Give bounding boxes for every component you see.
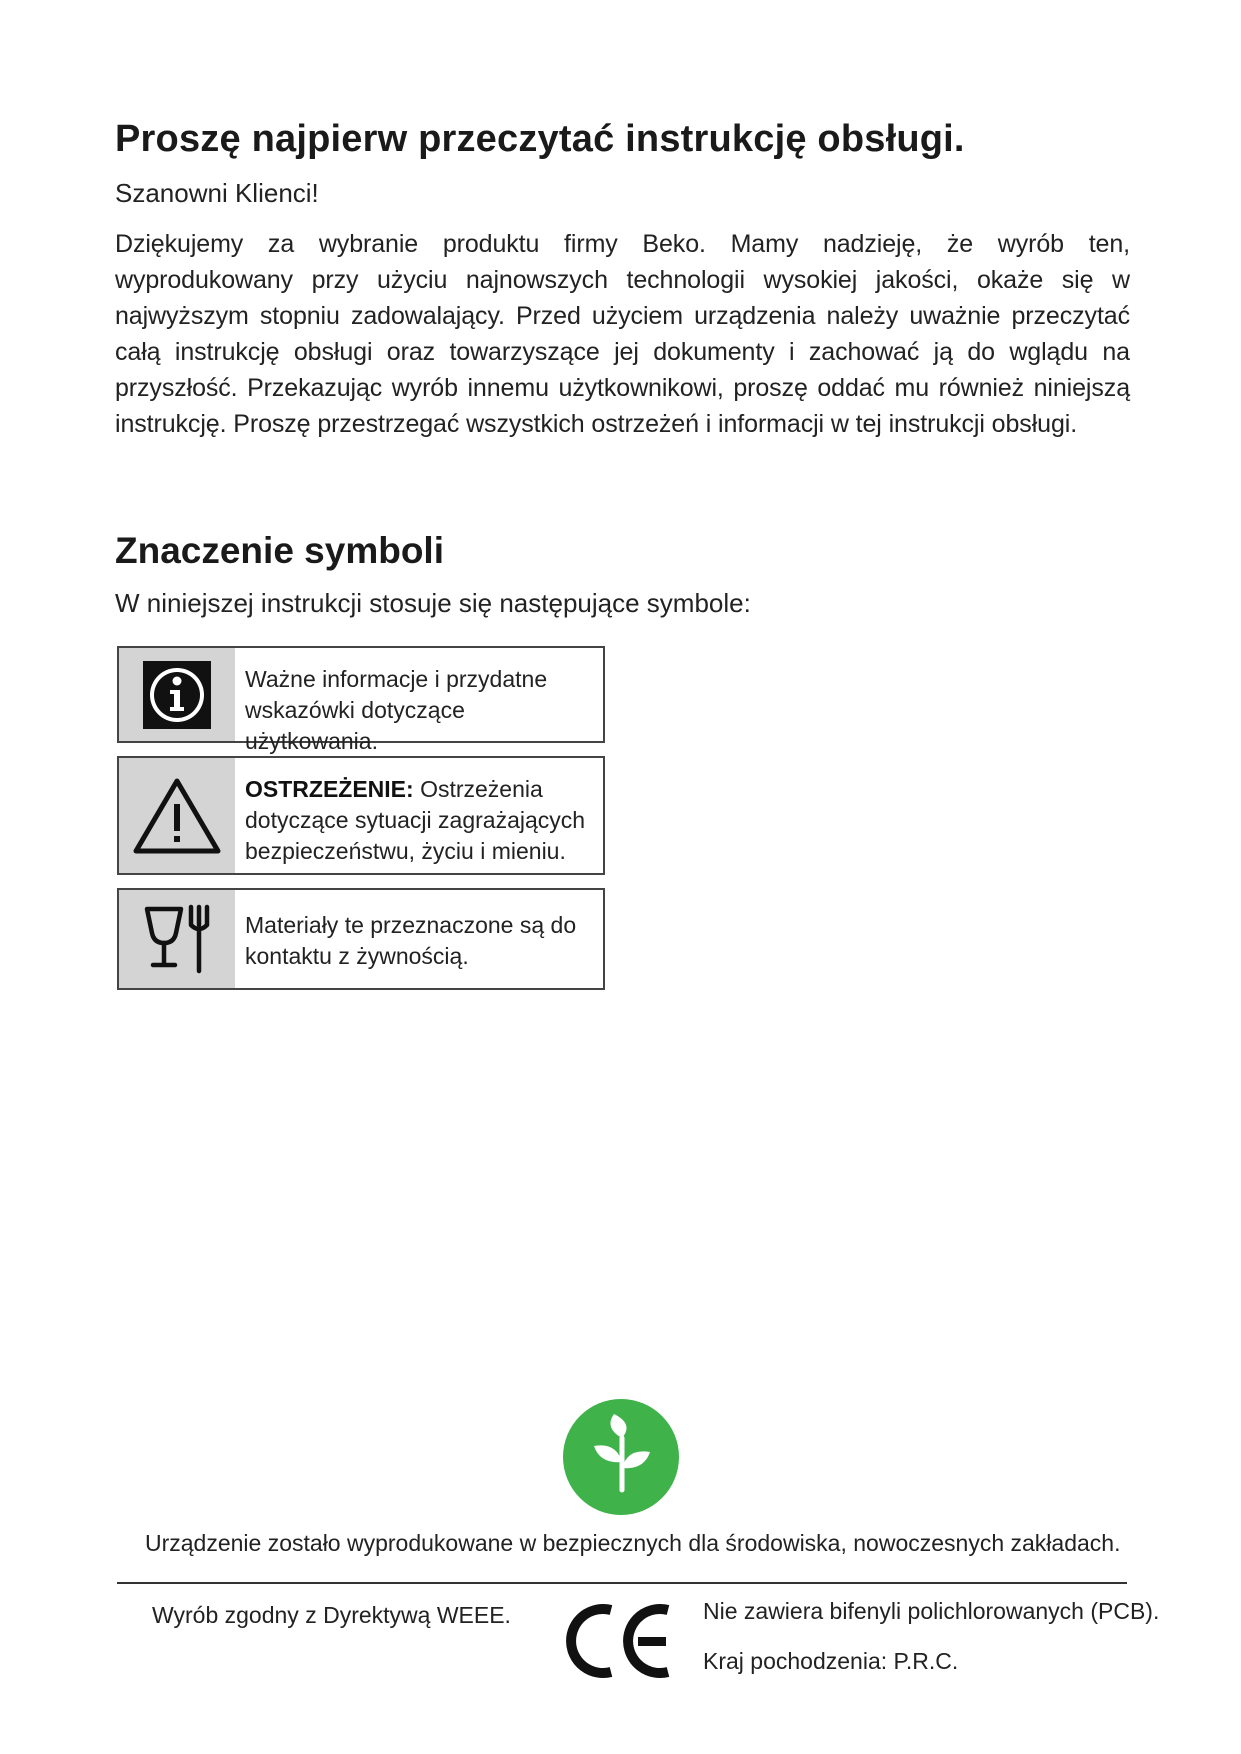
symbol-row-info xyxy=(117,646,605,754)
warning-description: Ostrzeżenia dotyczące sytuacji zagrażających bezpieczeństwu, życiu i mieniu. xyxy=(245,776,586,864)
weee-statement: Wyrób zgodny z Dyrektywą WEEE. xyxy=(152,1602,511,1628)
symbols-heading: Znaczenie symboli xyxy=(115,530,444,571)
symbol-info-label: Ważne informacje i przydatne wskazówki dotyczące użytkowania. xyxy=(245,666,548,754)
divider xyxy=(117,1582,1127,1584)
symbol-info-text xyxy=(235,648,603,754)
ce-mark-icon xyxy=(566,1600,676,1682)
greeting: Szanowni Klienci! xyxy=(115,178,319,208)
symbol-row-food-contact xyxy=(117,888,605,990)
country-of-origin: Kraj pochodzenia: P.R.C. xyxy=(703,1648,959,1674)
intro-paragraph: Dziękujemy za wybranie produktu firmy Beko. Mamy nadzieję, że wyrób ten, wyprodukowany przy użyciu najnowszych technologii wysokiej jakości, okaże się w najwyższym stopniu zadowalający. Przed użyciem urządzenia należy uważnie przeczytać całą instrukcję obsługi oraz towarzyszące jej dokumenty i zachować ją do wglądu na przyszłość. Przekazując wyrób innemu użytkownikowi, proszę oddać mu również niniejszą instrukcję. Proszę przestrzegać wszystkich ostrzeżeń i informacji w tej instrukcji obsługi. xyxy=(115,230,1130,438)
symbol-food-text xyxy=(235,890,603,988)
symbols-intro: W niniejszej instrukcji stosuje się następujące symbole: xyxy=(115,588,751,618)
symbol-row-warning xyxy=(117,756,605,875)
pcb-statement: Nie zawiera bifenyli polichlorowanych (PCB). xyxy=(703,1598,1160,1624)
page-title: Proszę najpierw przeczytać instrukcję obsługi. xyxy=(115,118,965,160)
food-contact-icon xyxy=(119,890,235,988)
eco-leaf-icon xyxy=(562,1398,680,1516)
symbol-warning-text xyxy=(235,758,603,873)
eco-statement: Urządzenie zostało wyprodukowane w bezpiecznych dla środowiska, nowoczesnych zakładach. xyxy=(145,1530,1121,1556)
warning-label: OSTRZEŻENIE: xyxy=(245,776,414,802)
info-icon xyxy=(119,648,235,741)
warning-triangle-icon xyxy=(119,758,235,873)
symbol-food-label: Materiały te przeznaczone są do kontaktu z żywnością. xyxy=(245,912,577,969)
